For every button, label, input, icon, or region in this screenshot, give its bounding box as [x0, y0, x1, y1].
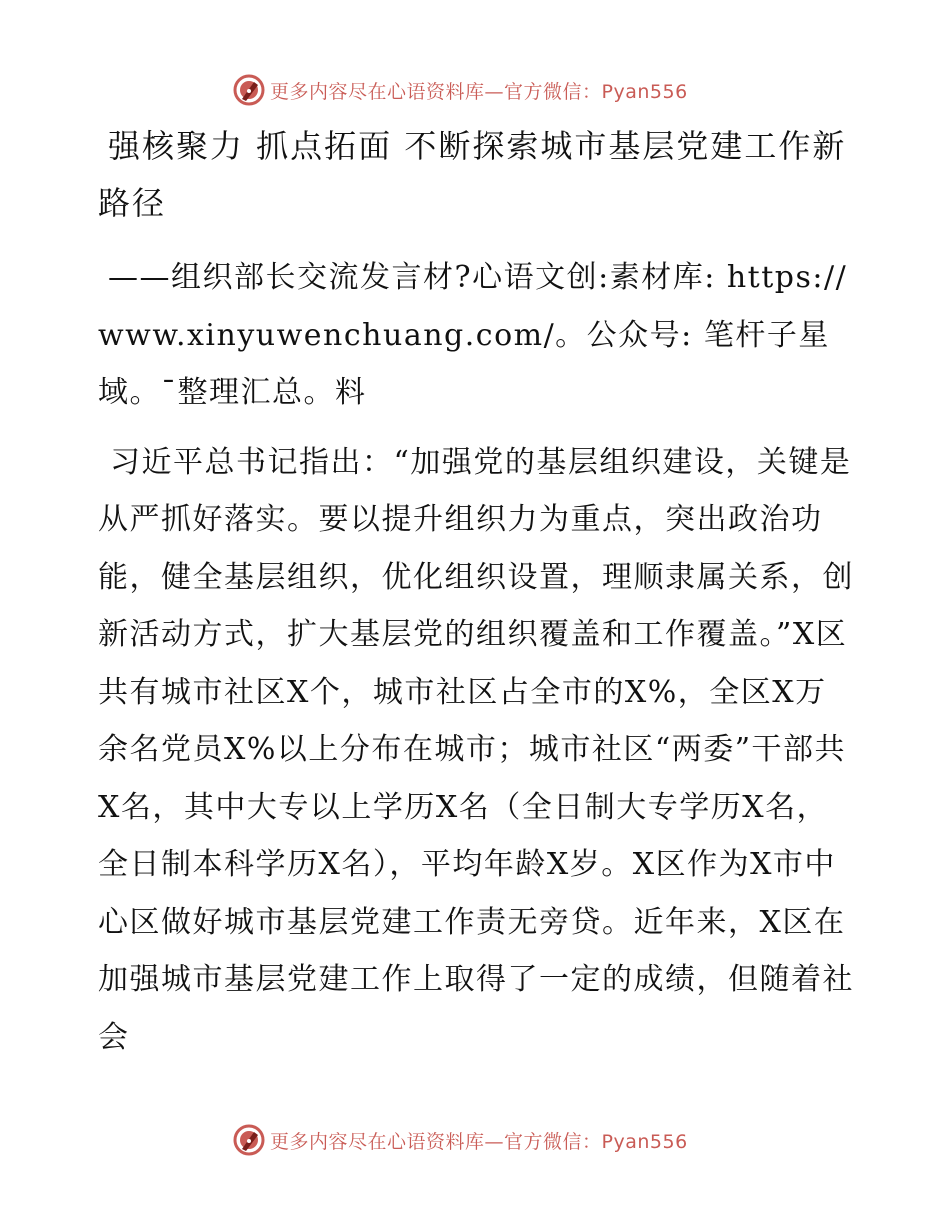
watermark-separator: — [484, 1130, 505, 1153]
document-paragraph: 习近平总书记指出：“加强党的基层组织建设，关键是从严抓好落实。要以提升组织力为重点，突出政治功能，健全基层组织，优化组织设置，理顺隶属关系，创新活动方式，扩大基层党的组织覆盖和工作覆盖。”X区共有城市社区X个，城市社区占全市的X%，全区X万余名党员X%以上分布在城市；城市社区“两委”干部共X名，其中大专以上学历X名（全日制大专学历X名，全日制本科学历X名），平均年龄X岁。X区作为X市中心区做好城市基层党建工作责无旁贷。近年来，X区在加强城市基层党建工作上取得了一定的成绩，但随着社会 [98, 444, 854, 1055]
document-subtitle: ——组织部长交流发言材?心语文创:素材库: https://www.xinyuwenchuang.com/。公众号: 笔杆子星域。¯整理汇总。料 [98, 260, 848, 410]
pen-nib-logo-icon [232, 73, 266, 107]
watermark-wechat-label: 官方微信： [504, 80, 602, 103]
watermark-brand: 更多内容尽在心语资料库 [270, 1130, 485, 1153]
document-body [98, 118, 858, 1066]
document-title: 强核聚力 抓点拓面 不断探索城市基层党建工作新路径 [98, 127, 847, 222]
watermark-header [232, 72, 688, 108]
watermark-wechat-id: Pyan556 [601, 1130, 688, 1153]
watermark-wechat-label: 官方微信： [504, 1130, 602, 1153]
watermark-brand: 更多内容尽在心语资料库 [270, 80, 485, 103]
watermark-separator: — [484, 80, 505, 103]
watermark-wechat-id: Pyan556 [601, 80, 688, 103]
pen-nib-logo-icon [232, 1123, 266, 1157]
watermark-footer [232, 1122, 688, 1158]
